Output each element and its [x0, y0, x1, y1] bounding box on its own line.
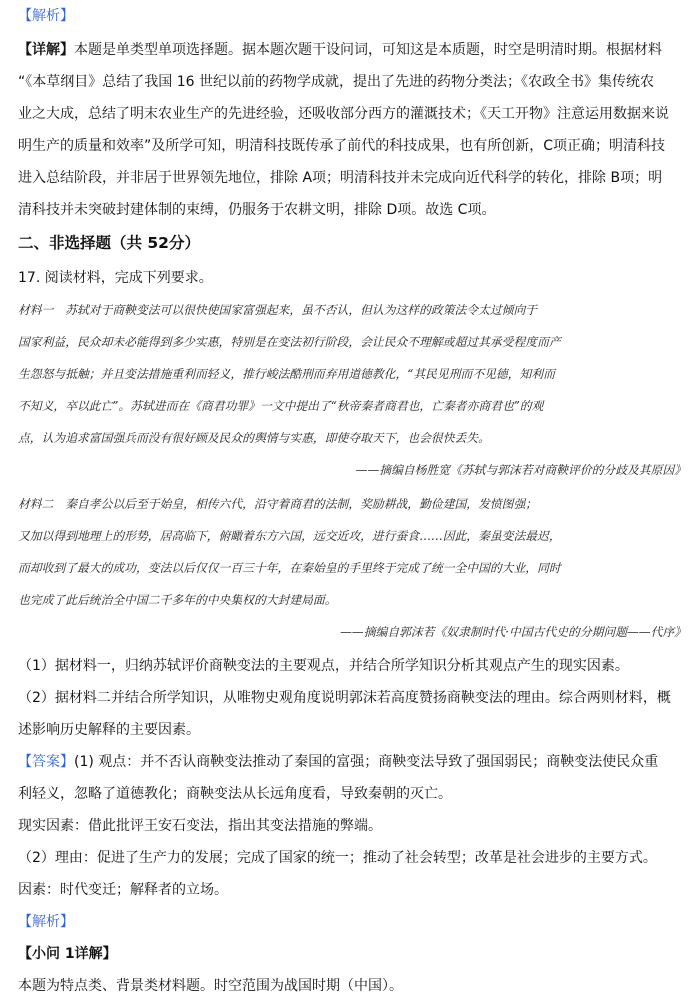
material-2-line: 材料二 秦自孝公以后至于始皇，相传六代，沿守着商君的法制，奖励耕战，勤俭建国，发愤图强；	[18, 497, 538, 511]
material-1-line: 点，认为追求富国强兵而没有很好顾及民众的舆情与实惠，即使夺取天下，也会很快丢失。	[18, 431, 490, 445]
material-1-source: ——摘编自杨胜宽《苏轼与郭沫若对商鞅评价的分歧及其原因》	[355, 463, 686, 477]
material-1-line: 生怨怒与抵触；并且变法措施重利而轻义，推行峻法酷刑而弃用道德教化，“其民见刑而不见德，知利而	[18, 367, 555, 381]
answer-label: 【答案】	[18, 754, 74, 770]
detail-paragraph-line: 明生产的质量和效率”及所学可知，明清科技既传承了前代的科技成果，也有所创新，C项正确；明清科技	[18, 138, 666, 154]
detail-paragraph-line: 业之大成，总结了明末农业生产的先进经验，还吸收部分西方的灌溉技术；《天工开物》注意运用数据来说	[18, 106, 669, 122]
answer-line: 因素：时代变迁；解释者的立场。	[18, 882, 228, 898]
detail-label: 【详解】	[18, 42, 74, 58]
material-1-line: 不知义，卒以此亡”。苏轼进而在《商君功罪》一文中提出了“秋帝秦者商君也，亡秦者亦商君也”的观	[18, 399, 544, 413]
question-1: （1）据材料一，归纳苏轼评价商鞅变法的主要观点，并结合所学知识分析其观点产生的现实因素。	[18, 658, 629, 674]
answer-line: 【答案】(1) 观点：并不否认商鞅变法推动了秦国的富强；商鞅变法导致了强国弱民；商鞅变法使民众重	[18, 754, 659, 770]
analysis-label-2: 【解析】	[18, 914, 74, 930]
analysis-text: 本题为特点类、背景类材料题。时空范围为战国时期（中国）。	[18, 978, 403, 994]
question-17-prompt: 17. 阅读材料，完成下列要求。	[18, 270, 213, 286]
answer-line: （2）理由：促进了生产力的发展；完成了国家的统一；推动了社会转型；改革是社会进步的主要方式。	[18, 850, 657, 866]
sub-question-label: 【小问 1详解】	[18, 946, 117, 962]
analysis-label: 【解析】	[18, 8, 74, 24]
answer-line: 现实因素：借此批评王安石变法，指出其变法措施的弊端。	[18, 818, 382, 834]
detail-paragraph-line: 清科技并未突破封建体制的束缚，仍服务于农耕文明，排除 D项。故选 C项。	[18, 202, 496, 218]
question-2-line: （2）据材料二并结合所学知识，从唯物史观角度说明郭沫若高度赞扬商鞅变法的理由。综合两则材料，概	[18, 690, 671, 706]
material-2-line: 而却收到了最大的成功，变法以后仅仅一百三十年，在秦始皇的手里终于完成了统一全中国的大业，同时	[18, 561, 561, 575]
section-heading: 二、非选择题（共 52分）	[18, 234, 200, 252]
material-2-source: ——摘编自郭沫若《奴隶制时代·中国古代史的分期问题——代序》	[340, 625, 686, 639]
material-2-line: 也完成了此后统治全中国二千多年的中央集权的大封建局面。	[18, 593, 337, 607]
question-2-line: 述影响历史解释的主要因素。	[18, 722, 200, 738]
detail-paragraph-line: 【详解】本题是单类型单项选择题。据本题次题干设问词，可知这是本质题，时空是明清时期。根据材料	[18, 42, 662, 58]
detail-paragraph-line: 进入总结阶段，并非居于世界领先地位，排除 A项；明清科技并未完成向近代科学的转化，排除 B项；明	[18, 170, 663, 186]
answer-line: 利轻义，忽略了道德教化；商鞅变法从长远角度看，导致秦朝的灭亡。	[18, 786, 452, 802]
material-1-line: 国家利益，民众却未必能得到多少实惠，特别是在变法初行阶段，会让民众不理解或超过其承受程度而产	[18, 335, 561, 349]
detail-paragraph-line: “《本草纲目》总结了我国 16 世纪以前的药物学成就，提出了先进的药物分类法；《农政全书》集传统农	[18, 74, 654, 90]
material-2-line: 又加以得到地理上的形势，居高临下，俯瞰着东方六国，远交近攻，进行蚕食……因此，秦虽变法最迟，	[18, 529, 561, 543]
material-1-line: 材料一 苏轼对于商鞅变法可以很快使国家富强起来，虽不否认，但认为这样的政策法令太过倾向于	[18, 303, 538, 317]
